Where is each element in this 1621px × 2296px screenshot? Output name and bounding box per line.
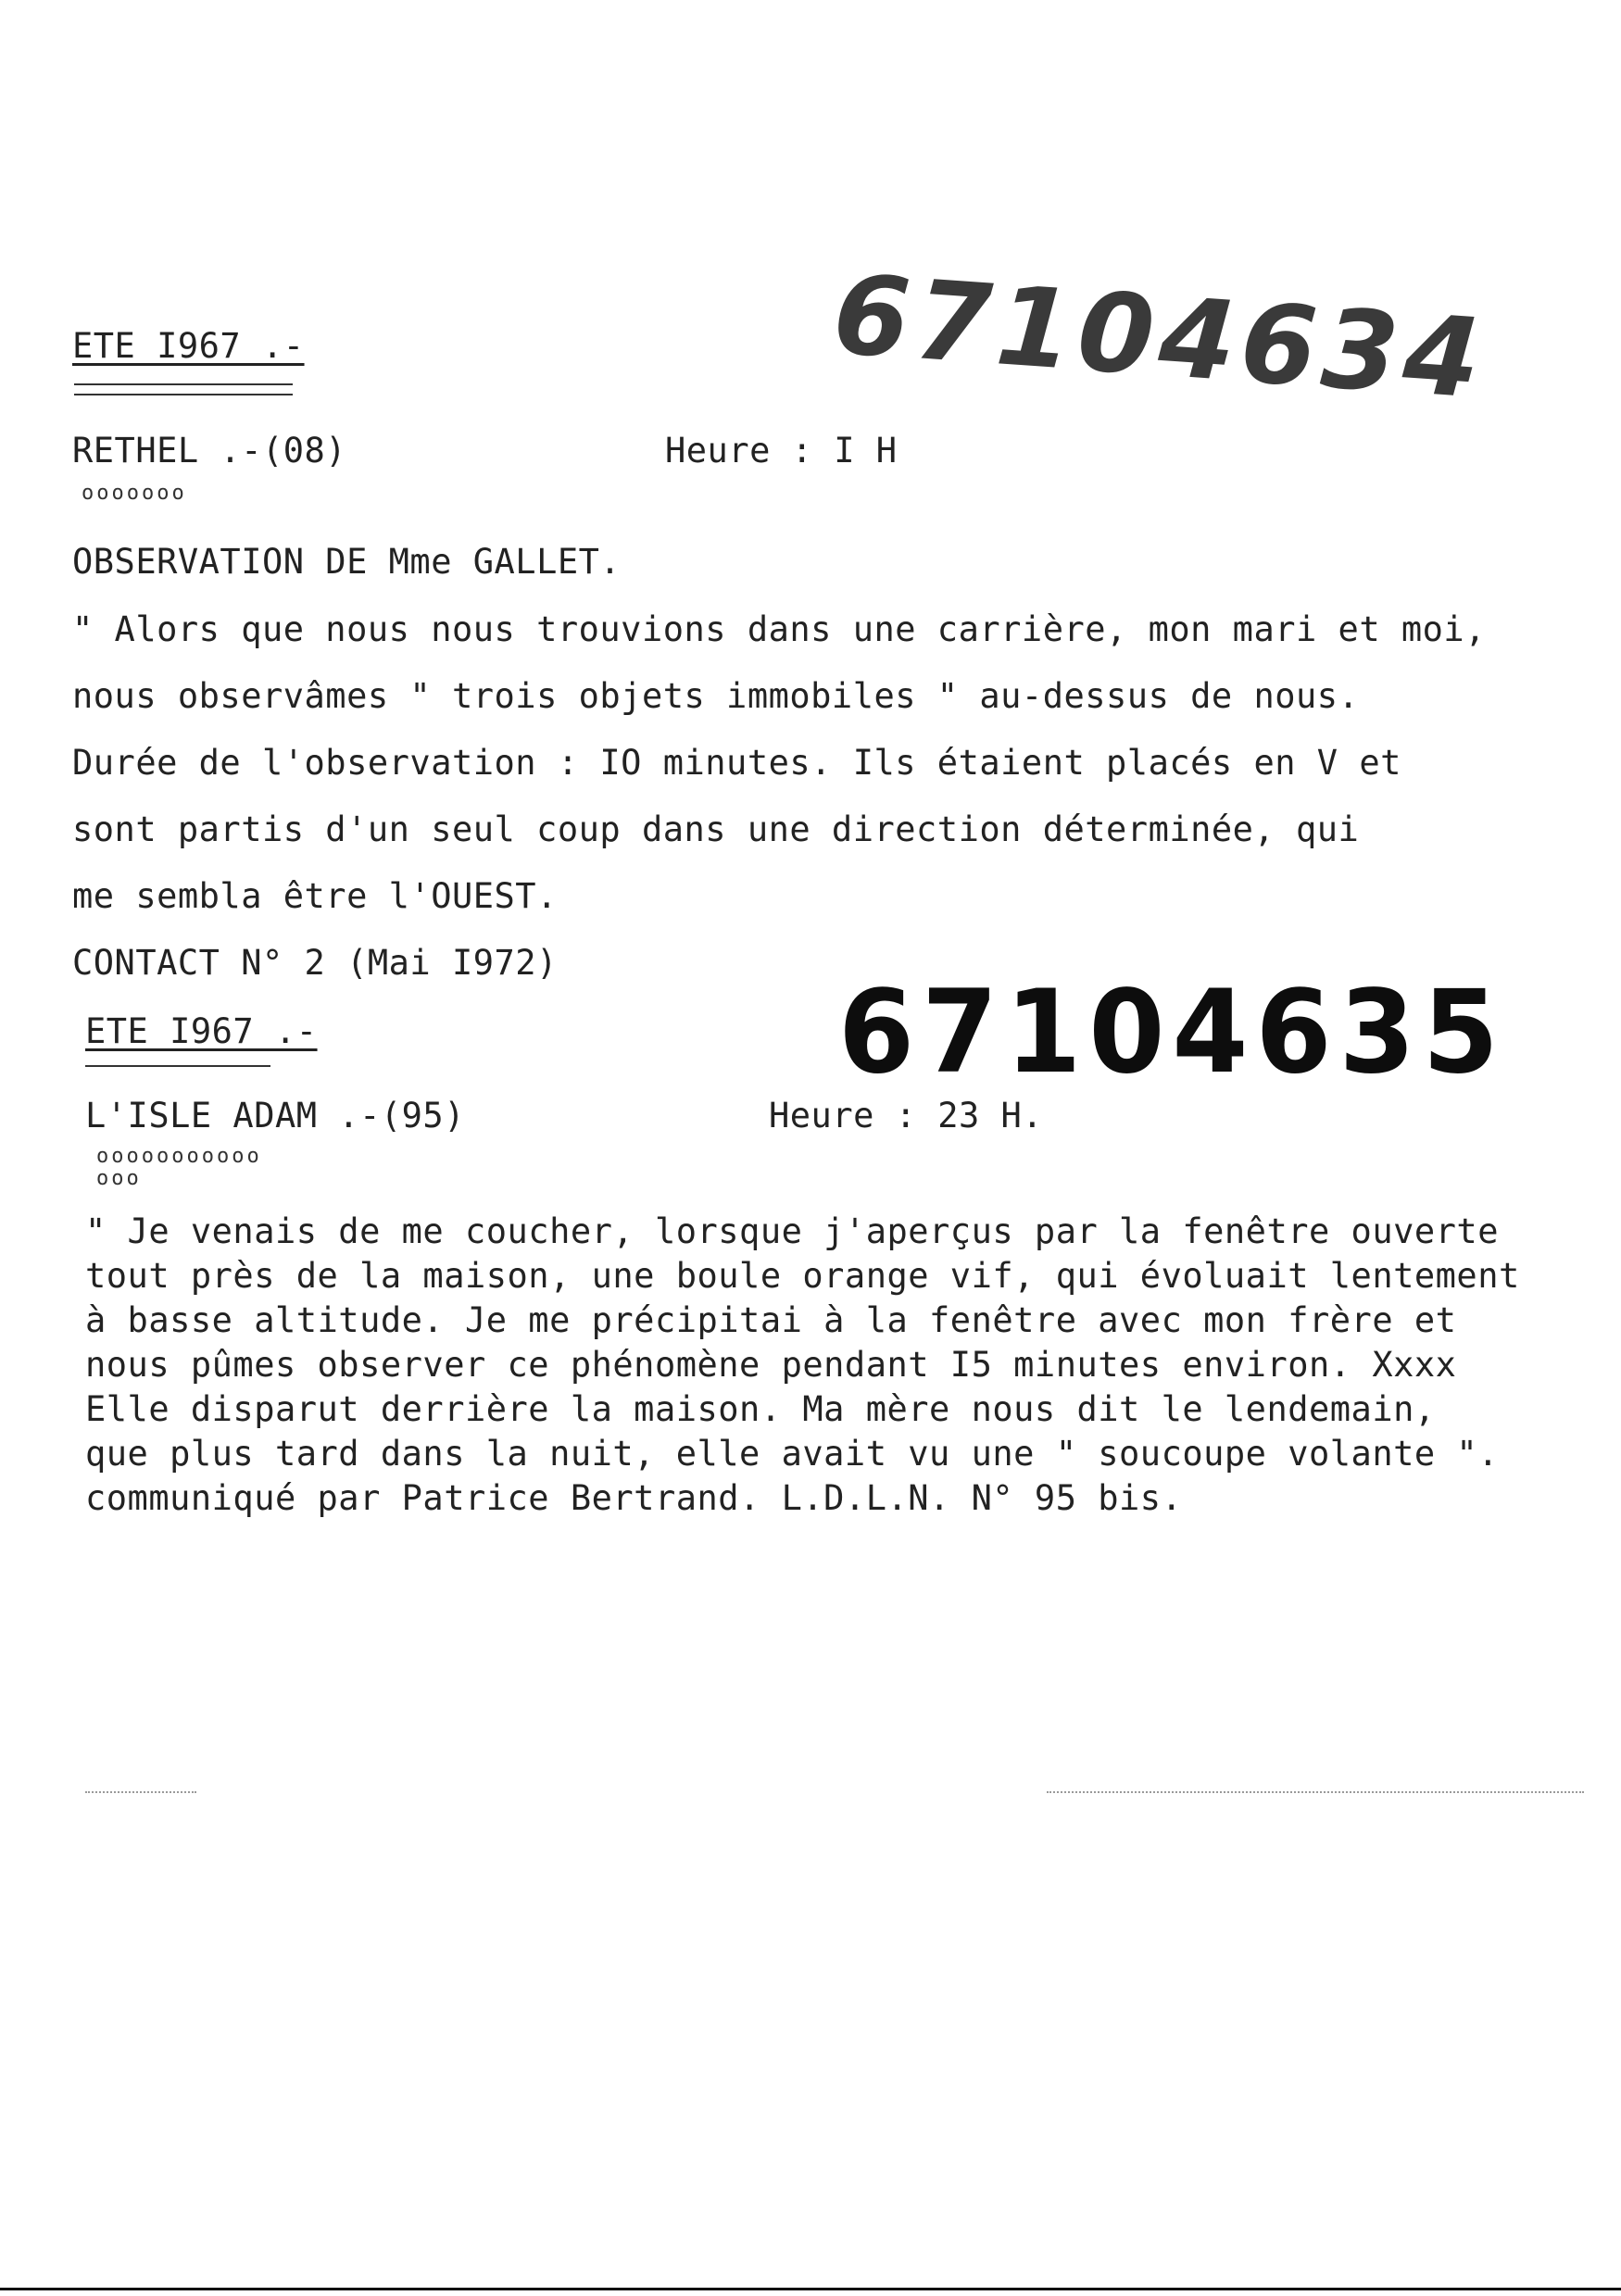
entry-location: L'ISLE ADAM .-(95) <box>85 1096 465 1135</box>
entry-time: Heure : 23 H. <box>769 1096 1044 1135</box>
observation-title: OBSERVATION DE Mme GALLET. <box>72 542 622 582</box>
observation-text-line: à basse altitude. Je me précipitai à la fenêtre avec mon frère et <box>85 1300 1457 1340</box>
catalog-stamp-number: 67104635 <box>838 964 1506 1099</box>
observation-text-line: Elle disparut derrière la maison. Ma mère nous dit le lendemain, <box>85 1389 1436 1429</box>
date-double-underline <box>74 383 293 395</box>
observation-text-line: tout près de la maison, une boule orange vif, qui évoluait lentement <box>85 1256 1520 1296</box>
observation-text-line: que plus tard dans la nuit, elle avait vu une " soucoupe volante ". <box>85 1434 1499 1474</box>
catalog-stamp-number: 67104634 <box>829 250 1490 423</box>
observation-text-line: nous pûmes observer ce phénomène pendant I5 minutes environ. Xxxx <box>85 1345 1457 1385</box>
observation-text-line: Durée de l'observation : IO minutes. Ils étaient placés en V et <box>72 743 1401 783</box>
page-bottom-edge <box>0 2288 1621 2290</box>
location-circle-underline: ooooooo <box>82 482 187 505</box>
observation-text-line: " Alors que nous nous trouvions dans une carrière, mon mari et moi, <box>72 609 1486 649</box>
observation-text-line: sont partis d'un seul coup dans une direction déterminée, qui <box>72 809 1360 849</box>
location-circle-underline: ooooooooooo <box>96 1145 262 1168</box>
source-reference: communiqué par Patrice Bertrand. L.D.L.N. N° 95 bis. <box>85 1478 1183 1518</box>
scan-artifact-line <box>85 1791 196 1793</box>
entry-location: RETHEL .-(08) <box>72 431 347 470</box>
entry-date: ETE I967 .- <box>85 1011 318 1051</box>
location-circle-underline: ooo <box>96 1167 142 1190</box>
scan-artifact-line <box>1047 1791 1584 1793</box>
source-reference: CONTACT N° 2 (Mai I972) <box>72 943 558 983</box>
observation-text-line: me sembla être l'OUEST. <box>72 876 558 916</box>
date-underline <box>85 1065 270 1067</box>
observation-text-line: nous observâmes " trois objets immobiles " au-dessus de nous. <box>72 676 1360 716</box>
observation-text-line: " Je venais de me coucher, lorsque j'aperçus par la fenêtre ouverte <box>85 1211 1499 1251</box>
entry-date: ETE I967 .- <box>72 326 305 366</box>
entry-time: Heure : I H <box>665 431 898 470</box>
